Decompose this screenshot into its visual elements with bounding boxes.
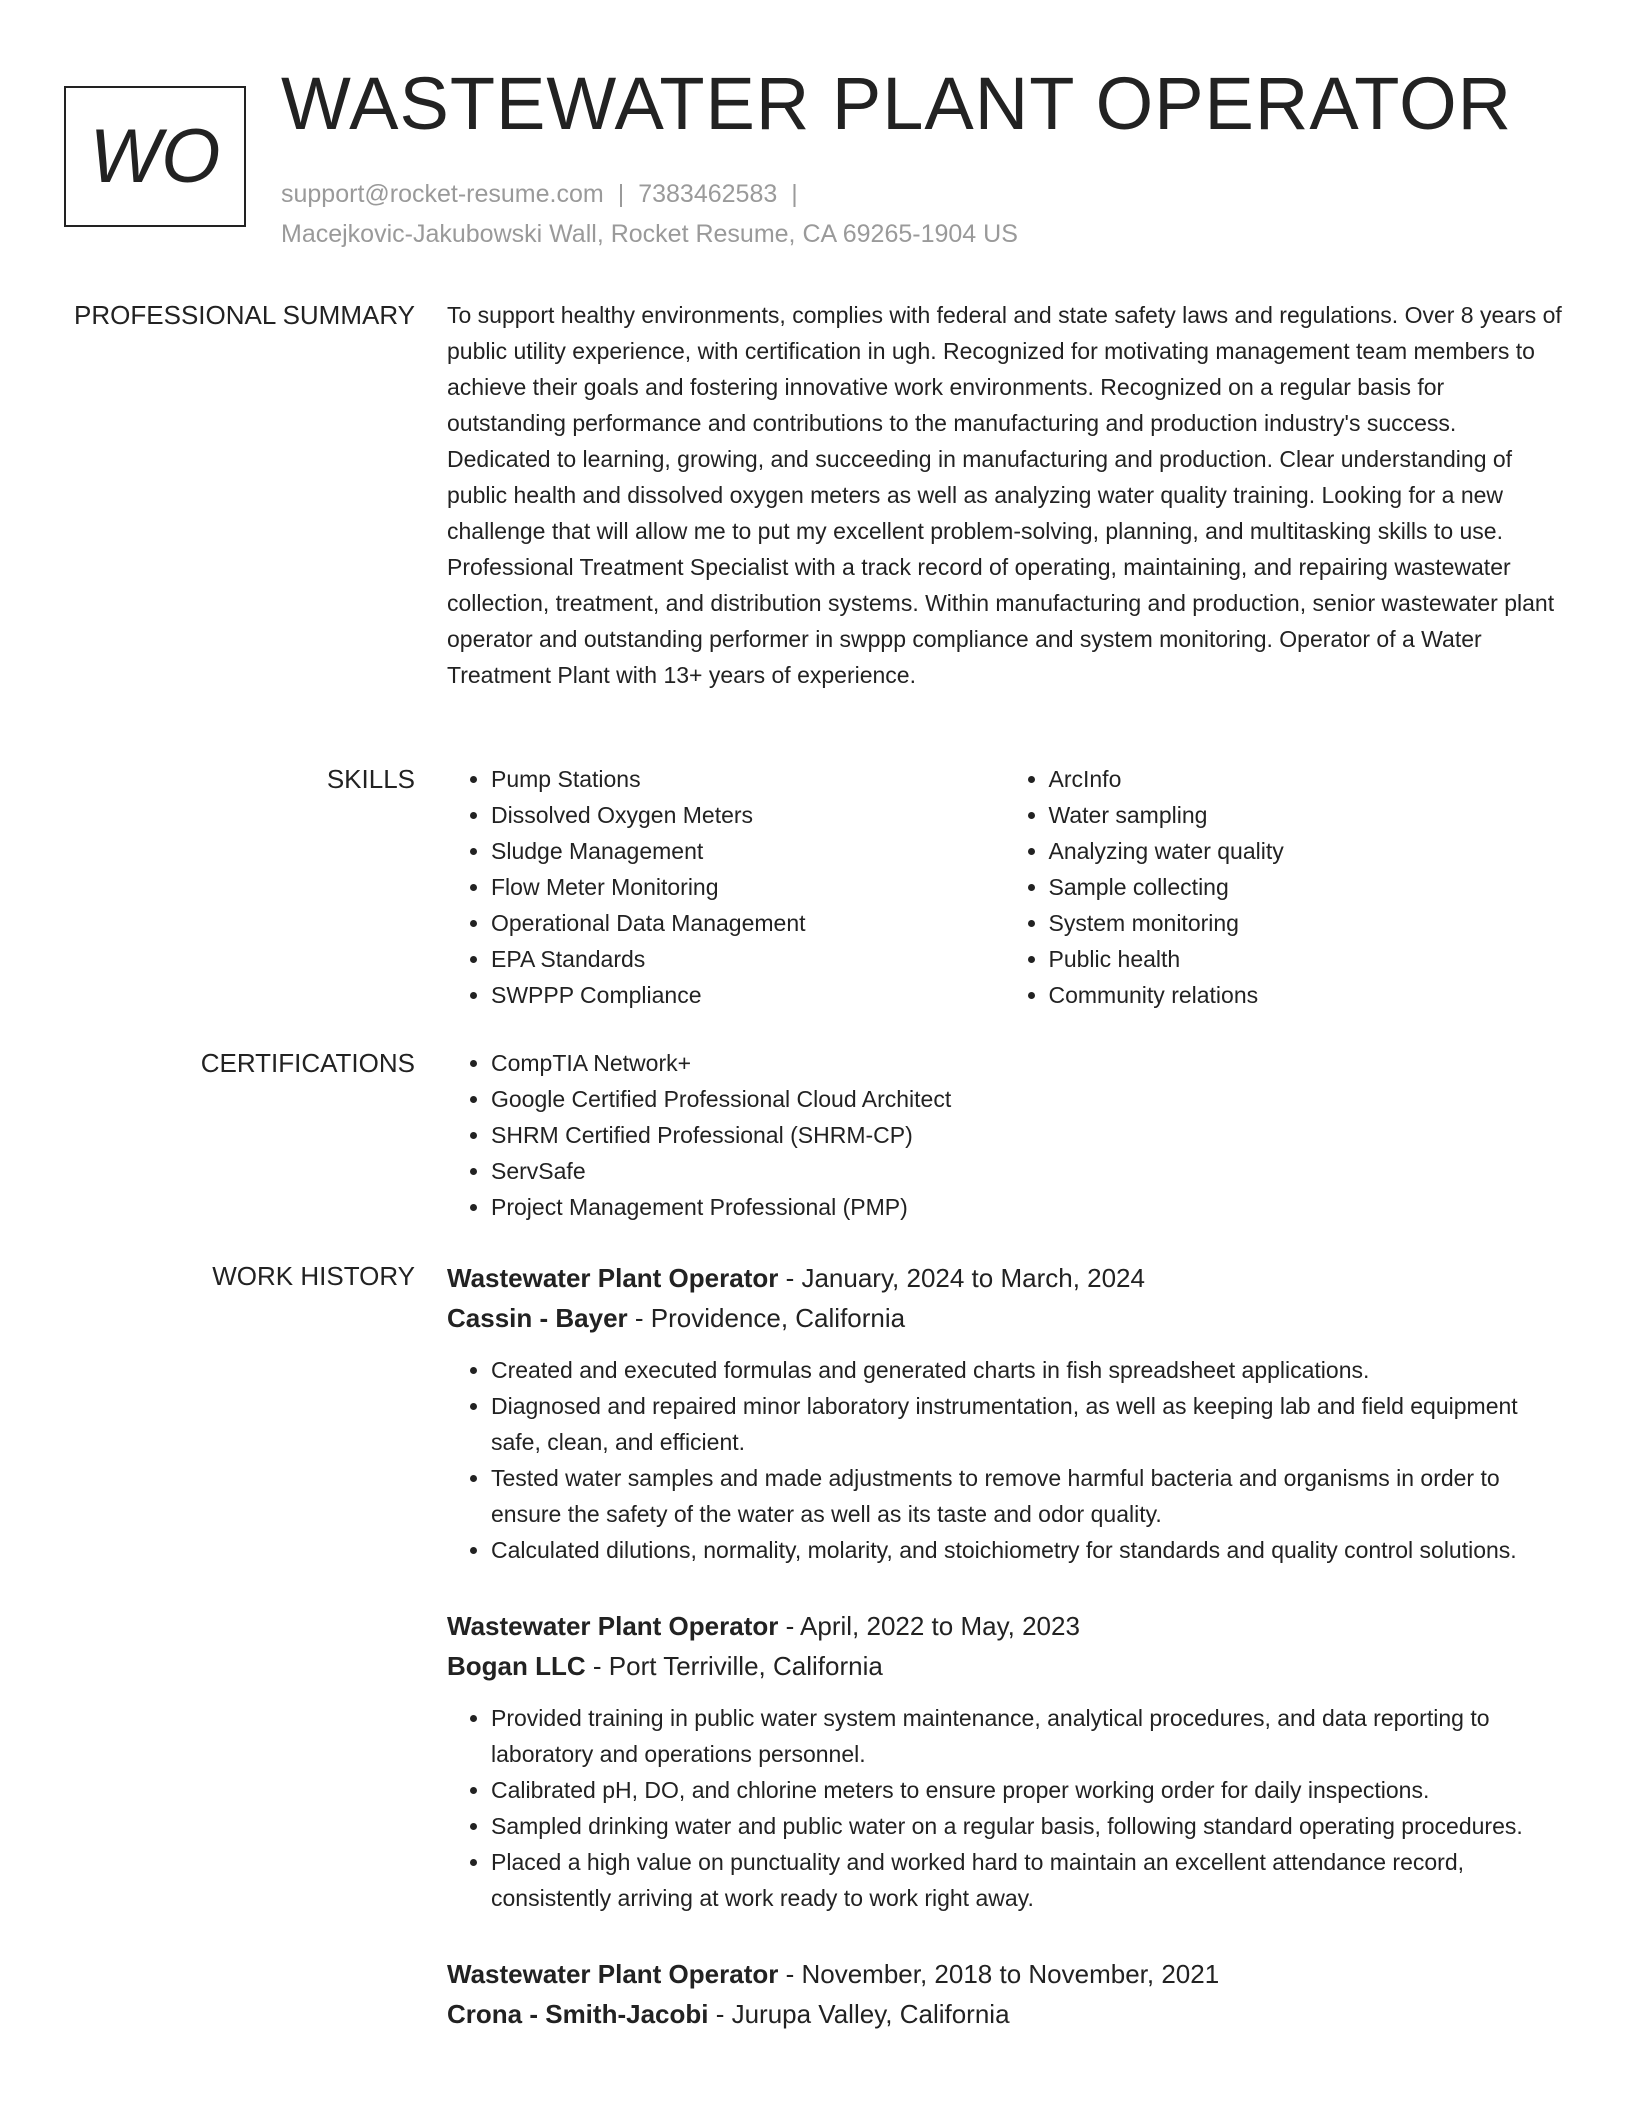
list-item: • Operational Data Management xyxy=(491,905,1005,941)
skills-list-left xyxy=(447,761,1005,1013)
list-item: • Analyzing water quality xyxy=(1049,833,1563,869)
list-item: • SHRM Certified Professional (SHRM-CP) xyxy=(491,1117,1562,1153)
company-name: Cassin - Bayer xyxy=(447,1303,628,1333)
list-item: • Community relations xyxy=(1049,977,1563,1013)
job-location: - Providence, California xyxy=(627,1303,906,1333)
company-line xyxy=(447,1298,1562,1338)
email[interactable]: support@rocket-resume.com xyxy=(281,180,604,208)
job-title-line xyxy=(447,1258,1562,1298)
job-dates: - January, 2024 to March, 2024 xyxy=(778,1263,1145,1293)
list-item: • Calculated dilutions, normality, molarity, and stoichiometry for standards and quality control solutions. xyxy=(491,1532,1562,1568)
list-item: • Provided training in public water system maintenance, analytical procedures, and data reporting to laboratory and operations personnel. xyxy=(491,1700,1562,1772)
list-item: • Calibrated pH, DO, and chlorine meters to ensure proper working order for daily inspections. xyxy=(491,1772,1562,1808)
list-item: • Pump Stations xyxy=(491,761,1005,797)
phone[interactable]: 7383462583 xyxy=(638,180,778,208)
job-entry xyxy=(447,1606,1562,1916)
job-title: Wastewater Plant Operator xyxy=(447,1959,779,1989)
job-title-line xyxy=(447,1954,1562,1994)
list-item: • System monitoring xyxy=(1049,905,1563,941)
list-item: • Placed a high value on punctuality and worked hard to maintain an excellent attendance record, consistently arriving at work ready to work right away. xyxy=(491,1844,1562,1916)
list-item: • SWPPP Compliance xyxy=(491,977,1005,1013)
job-title: Wastewater Plant Operator xyxy=(447,1263,779,1293)
skills-label: SKILLS xyxy=(326,764,415,794)
list-item: • Created and executed formulas and generated charts in fish spreadsheet applications. xyxy=(491,1352,1562,1388)
job-dates: - April, 2022 to May, 2023 xyxy=(778,1611,1080,1641)
job-location: - Jurupa Valley, California xyxy=(708,1999,1010,2029)
list-item: • Water sampling xyxy=(1049,797,1563,833)
list-item: • Dissolved Oxygen Meters xyxy=(491,797,1005,833)
monogram: WO xyxy=(64,86,246,227)
certifications-label: CERTIFICATIONS xyxy=(200,1048,415,1078)
list-item: • CompTIA Network+ xyxy=(491,1045,1562,1081)
list-item: • Sample collecting xyxy=(1049,869,1563,905)
job-title-line xyxy=(447,1606,1562,1646)
list-item: • ArcInfo xyxy=(1049,761,1563,797)
work-history-label: WORK HISTORY xyxy=(212,1261,415,1291)
skills-list-right xyxy=(1005,761,1563,1013)
list-item: • Project Management Professional (PMP) xyxy=(491,1189,1562,1225)
job-location: - Port Terriville, California xyxy=(585,1651,883,1681)
job-bullets xyxy=(447,1700,1562,1916)
company-line xyxy=(447,1646,1562,1686)
separator: | xyxy=(617,180,625,208)
skills-grid xyxy=(447,761,1562,1013)
job-entry xyxy=(447,1258,1562,1568)
list-item: • Google Certified Professional Cloud Architect xyxy=(491,1081,1562,1117)
summary-label: PROFESSIONAL SUMMARY xyxy=(74,300,415,330)
job-title: Wastewater Plant Operator xyxy=(447,1611,779,1641)
contact-line xyxy=(281,174,1018,214)
list-item: • EPA Standards xyxy=(491,941,1005,977)
certifications-content xyxy=(447,1045,1562,1225)
work-history-content xyxy=(447,1258,1562,2072)
list-item: • Public health xyxy=(1049,941,1563,977)
job-bullets xyxy=(447,1352,1562,1568)
certifications-list xyxy=(447,1045,1562,1225)
summary-text: To support healthy environments, complies with federal and state safety laws and regulations. Over 8 years of public utility experience, with certification in ugh. Recognized for motivating management team members to achieve their goals and fostering innovative work environments. Recognized on a regular basis for outstanding performance and contributions to the manufacturing and production industry's success. Dedicated to learning, growing, and succeeding in manufacturing and production. Clear understanding of public health and dissolved oxygen meters as well as analyzing water quality training. Looking for a new challenge that will allow me to put my excellent problem-solving, planning, and multitasking skills to use. Professional Treatment Specialist with a track record of operating, maintaining, and repairing wastewater collection, treatment, and distribution systems. Within manufacturing and production, senior wastewater plant operator and outstanding performer in swppp compliance and system monitoring. Operator of a Water Treatment Plant with 13+ years of experience. xyxy=(447,302,1562,688)
list-item: • Sludge Management xyxy=(491,833,1005,869)
job-dates: - November, 2018 to November, 2021 xyxy=(778,1959,1220,1989)
list-item: • Diagnosed and repaired minor laboratory instrumentation, as well as keeping lab and field equipment safe, clean, and efficient. xyxy=(491,1388,1562,1460)
list-item: • Tested water samples and made adjustments to remove harmful bacteria and organisms in order to ensure the safety of the water as well as its taste and odor quality. xyxy=(491,1460,1562,1532)
separator: | xyxy=(791,180,798,208)
resume-title: WASTEWATER PLANT OPERATOR xyxy=(281,62,1513,145)
list-item: • Sampled drinking water and public water on a regular basis, following standard operating procedures. xyxy=(491,1808,1562,1844)
list-item: • ServSafe xyxy=(491,1153,1562,1189)
company-name: Bogan LLC xyxy=(447,1651,586,1681)
list-item: • Flow Meter Monitoring xyxy=(491,869,1005,905)
address: Macejkovic-Jakubowski Wall, Rocket Resume, CA 69265-1904 US xyxy=(281,220,1018,248)
company-line xyxy=(447,1994,1562,2034)
job-entry xyxy=(447,1954,1562,2034)
contact-block xyxy=(281,174,1018,254)
company-name: Crona - Smith-Jacobi xyxy=(447,1999,709,2029)
